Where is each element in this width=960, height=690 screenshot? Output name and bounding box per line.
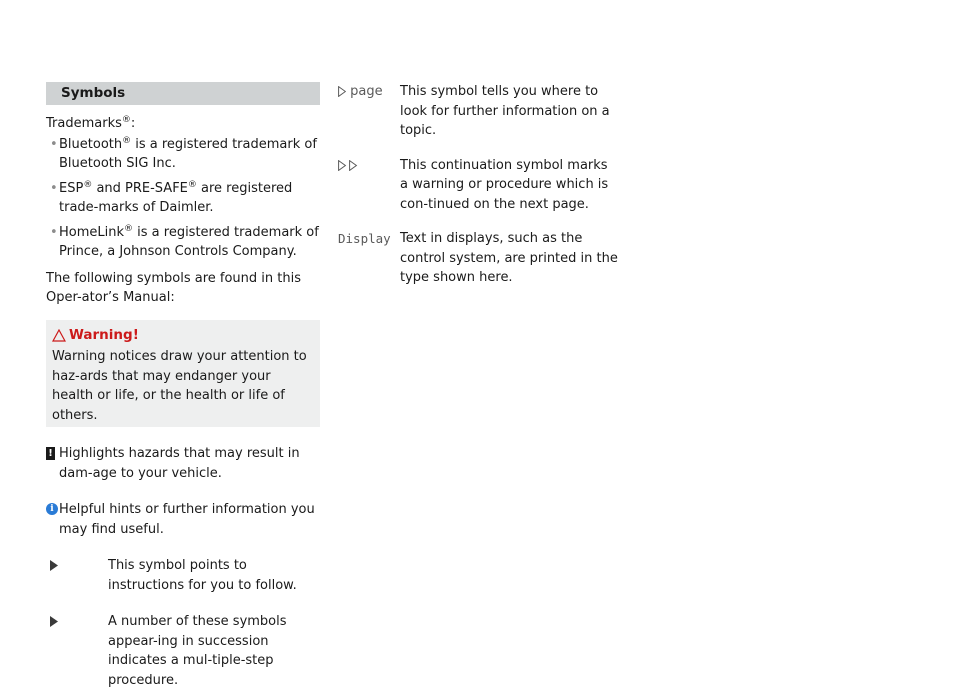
play-arrow-icon	[50, 616, 58, 627]
warning-text: Warning notices draw your attention to haz-ards that may endanger your health or life, or the health or life of others.	[52, 349, 307, 423]
continuation-triangles-icon	[338, 160, 358, 171]
page-reference-triangle-icon	[338, 86, 346, 97]
warning-triangle-icon	[52, 329, 66, 342]
section-heading-symbols: Symbols	[46, 82, 320, 105]
intro-text: The following symbols are found in this Oper-ator’s Manual:	[46, 270, 301, 305]
step-instruction-multiple: A number of these symbols appear-ing in succession indicates a mul-tiple-step procedure.	[46, 612, 320, 690]
right-column	[338, 82, 618, 303]
step-instruction-single: This symbol points to instructions for you to follow.	[46, 556, 320, 595]
info-icon: i	[46, 503, 58, 515]
exclamation-icon: !	[46, 447, 55, 460]
symbol-page-reference: page This symbol tells you where to look for further information on a topic.	[338, 82, 618, 141]
play-arrow-icon	[50, 560, 58, 571]
continuation-symbol	[338, 156, 358, 176]
trademark-esp-presafe: • ESP® and PRE-SAFE® are registered trade-marks of Daimler.	[50, 179, 293, 215]
bullet-icon: •	[50, 224, 58, 240]
bullet-icon: •	[50, 136, 58, 152]
trademark-homelink: • HomeLink® is a registered trademark of Prince, a Johnson Controls Company.	[50, 223, 319, 259]
trademark-bluetooth: • Bluetooth® is a registered trademark of Bluetooth SIG Inc.	[50, 135, 317, 171]
page-symbol: page	[338, 82, 383, 102]
display-symbol: Display	[338, 231, 391, 246]
left-column	[46, 82, 320, 690]
symbol-display-text: Display Text in displays, such as the control system, are printed in the type shown here.	[338, 231, 618, 285]
warning-box	[46, 320, 320, 428]
trademarks-label: Trademarks®:	[46, 115, 136, 131]
bullet-icon: •	[50, 180, 58, 196]
info-note: i Helpful hints or further information you may find useful.	[46, 500, 320, 539]
symbol-continuation: This continuation symbol marks a warning or procedure which is con-tinued on the next page.	[338, 156, 618, 215]
warning-title: Warning!	[52, 326, 314, 346]
hazard-note: ! Highlights hazards that may result in dam-age to your vehicle.	[46, 444, 320, 483]
